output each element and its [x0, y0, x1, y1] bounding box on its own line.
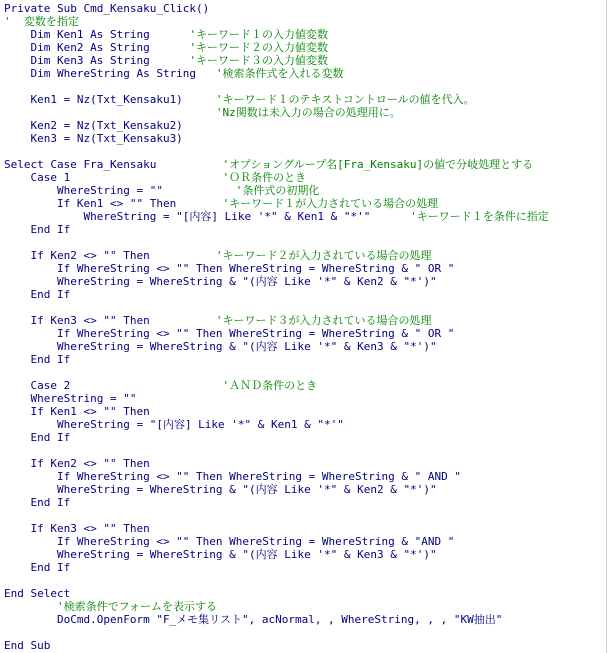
code-line[interactable]	[4, 353, 70, 366]
code-line[interactable]	[4, 327, 454, 340]
code-line[interactable]	[4, 431, 70, 444]
code-line[interactable]	[4, 184, 319, 197]
code-text: If WhereString <> "" Then WhereString = WhereString & " OR "	[4, 262, 455, 275]
code-line[interactable]	[4, 548, 437, 561]
code-line[interactable]	[4, 379, 317, 392]
code-line[interactable]	[4, 522, 150, 535]
code-line[interactable]	[4, 171, 306, 184]
code-line[interactable]	[4, 158, 533, 171]
code-line[interactable]	[4, 67, 344, 80]
code-text: If Ken3 <> "" Then	[4, 314, 216, 327]
code-text: End Select	[4, 587, 71, 600]
code-text: WhereString = ""	[4, 184, 236, 197]
code-comment: 'Nz関数は未入力の場合の処理用に。	[215, 106, 401, 119]
code-line[interactable]	[4, 28, 328, 41]
code-text: If WhereString <> "" Then WhereString = WhereString & " OR "	[4, 327, 455, 340]
code-text: WhereString = WhereString & "(内容 Like '*" & Ken2 & "*')"	[4, 275, 437, 288]
code-text: Ken1 = Nz(Txt_Kensaku1)	[4, 93, 216, 106]
code-text: End Sub	[4, 639, 51, 652]
code-line[interactable]	[4, 457, 150, 470]
code-text: WhereString = ""	[4, 392, 137, 405]
code-text: End If	[4, 223, 71, 236]
code-comment: '条件式の初期化	[235, 184, 320, 197]
code-line[interactable]	[4, 262, 454, 275]
code-line[interactable]	[4, 249, 432, 262]
code-line[interactable]	[4, 587, 70, 600]
code-line[interactable]	[4, 119, 183, 132]
code-comment: '検索条件でフォームを表示する	[56, 600, 218, 613]
code-text: If Ken1 <> "" Then	[4, 405, 150, 418]
code-line[interactable]	[4, 41, 328, 54]
code-comment: 'ＯＲ条件のとき	[222, 171, 307, 184]
code-line[interactable]	[4, 639, 50, 652]
code-line[interactable]	[4, 392, 136, 405]
code-line[interactable]	[4, 314, 432, 327]
code-line[interactable]	[4, 613, 502, 626]
code-comment: 'キーワード１を条件に指定	[410, 210, 549, 223]
code-line[interactable]	[4, 106, 401, 119]
code-text: End If	[4, 431, 71, 444]
code-comment: 'キーワード１の入力値変数	[189, 28, 329, 41]
code-text: End If	[4, 288, 71, 301]
code-text: Ken2 = Nz(Txt_Kensaku2)	[4, 119, 183, 132]
code-comment: 'キーワード２の入力値変数	[189, 41, 329, 54]
code-text: WhereString = WhereString & "(内容 Like '*" & Ken3 & "*')"	[4, 340, 437, 353]
code-text: If WhereString <> "" Then WhereString = WhereString & "AND "	[4, 535, 455, 548]
code-line[interactable]	[4, 288, 70, 301]
code-comment: 'キーワード２が入力されている場合の処理	[215, 249, 432, 262]
code-text: If WhereString <> "" Then WhereString = WhereString & " AND "	[4, 470, 461, 483]
code-text: Ken3 = Nz(Txt_Kensaku3)	[4, 132, 183, 145]
code-text	[4, 106, 216, 119]
code-text: Dim Ken2 As String	[4, 41, 190, 54]
code-text: End If	[4, 496, 71, 509]
code-text: WhereString = WhereString & "(内容 Like '*" & Ken3 & "*')"	[4, 548, 437, 561]
code-line[interactable]	[4, 54, 328, 67]
code-line[interactable]	[4, 561, 70, 574]
code-line[interactable]	[4, 405, 150, 418]
code-comment: 'オプショングループ名[Fra_Kensaku]の値で分岐処理とする	[222, 158, 534, 171]
code-text: Case 2	[4, 379, 223, 392]
code-text: WhereString = "[内容] Like '*" & Ken1 & "*'"	[4, 210, 411, 223]
code-line[interactable]	[4, 535, 454, 548]
code-line[interactable]	[4, 340, 437, 353]
code-comment: '検索条件式を入れる変数	[215, 67, 344, 80]
code-text: DoCmd.OpenForm "F_メモ集リスト", acNormal, , WhereString, , , "KW抽出"	[4, 613, 503, 626]
code-text: Private Sub Cmd_Kensaku_Click()	[4, 2, 210, 15]
code-line[interactable]	[4, 470, 461, 483]
code-text: If Ken2 <> "" Then	[4, 249, 216, 262]
code-line[interactable]	[4, 600, 217, 613]
code-line[interactable]	[4, 15, 79, 28]
code-text: Dim Ken1 As String	[4, 28, 190, 41]
code-line[interactable]	[4, 418, 344, 431]
code-text: WhereString = "[内容] Like '*" & Ken1 & "*'"	[4, 418, 344, 431]
code-line[interactable]	[4, 197, 438, 210]
code-text: Case 1	[4, 171, 223, 184]
code-comment: 'キーワード３の入力値変数	[189, 54, 329, 67]
code-text: If Ken2 <> "" Then	[4, 457, 150, 470]
code-text: End If	[4, 561, 71, 574]
code-line[interactable]	[4, 93, 475, 106]
code-line[interactable]	[4, 210, 549, 223]
code-text: If Ken1 <> "" Then	[4, 197, 223, 210]
code-line[interactable]	[4, 483, 437, 496]
code-line[interactable]	[4, 2, 209, 15]
code-line[interactable]	[4, 132, 183, 145]
code-text: Dim WhereString As String	[4, 67, 216, 80]
code-text: If Ken3 <> "" Then	[4, 522, 150, 535]
code-text: Dim Ken3 As String	[4, 54, 190, 67]
code-comment: 'キーワード１のテキストコントロールの値を代入。	[215, 93, 475, 106]
code-text: WhereString = WhereString & "(内容 Like '*" & Ken2 & "*')"	[4, 483, 437, 496]
code-comment: ' 変数を指定	[4, 15, 79, 28]
code-line[interactable]	[4, 275, 437, 288]
code-comment: 'ＡＮＤ条件のとき	[222, 379, 318, 392]
code-line[interactable]	[4, 223, 70, 236]
code-text: End If	[4, 353, 71, 366]
code-comment: 'キーワード１が入力されている場合の処理	[222, 197, 439, 210]
code-comment: 'キーワード３が入力されている場合の処理	[215, 314, 432, 327]
code-text: Select Case Fra_Kensaku	[4, 158, 223, 171]
code-line[interactable]	[4, 496, 70, 509]
code-text	[4, 600, 57, 613]
